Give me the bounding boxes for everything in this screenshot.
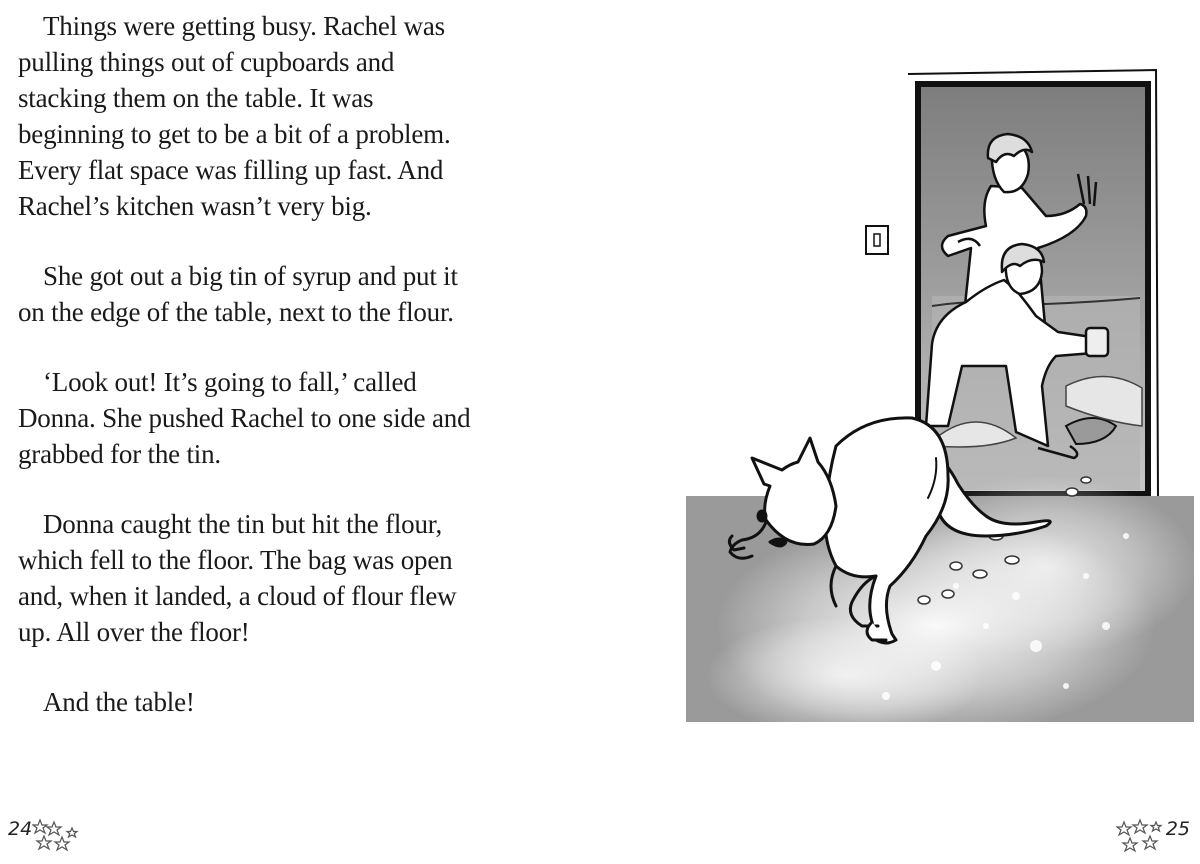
paragraph-5 — [18, 684, 538, 720]
paragraph-1 — [18, 8, 538, 224]
paragraph-4 — [18, 506, 538, 650]
text-line: Rachel’s kitchen wasn’t very big. — [18, 191, 372, 221]
text-line: Donna caught the tin but hit the flour, — [43, 509, 443, 539]
text-line: Donna. She pushed Rachel to one side and — [18, 403, 471, 433]
syrup-tin-icon — [1086, 328, 1108, 356]
text-line: She got out a big tin of syrup and put it — [43, 261, 458, 291]
text-line: stacking them on the table. It was — [18, 83, 374, 113]
light-switch-icon — [866, 226, 888, 254]
text-line: beginning to get to be a bit of a problem. — [18, 119, 451, 149]
paragraph-3 — [18, 364, 538, 472]
cat-flour-kitchen-illustration — [686, 66, 1194, 722]
text-line: pulling things out of cupboards and — [18, 47, 395, 77]
text-line: ‘Look out! It’s going to fall,’ called — [43, 367, 417, 397]
paragraph-2 — [18, 258, 538, 330]
text-line: Every flat space was filling up fast. And — [18, 155, 444, 185]
text-line: which fell to the floor. The bag was open — [18, 545, 453, 575]
page-number-right: 25 — [1165, 818, 1190, 840]
text-line: grabbed for the tin. — [18, 439, 221, 469]
text-line: on the edge of the table, next to the flour. — [18, 297, 454, 327]
right-page — [600, 0, 1200, 864]
text-line: And the table! — [43, 687, 195, 717]
page-number-left: 24 — [8, 818, 33, 840]
stars-decoration-icon — [1116, 818, 1164, 856]
text-line: and, when it landed, a cloud of flour flew — [18, 581, 457, 611]
text-line: Things were getting busy. Rachel was — [43, 11, 445, 41]
stars-decoration-icon — [32, 818, 80, 856]
text-line: up. All over the floor! — [18, 617, 250, 647]
story-text — [18, 8, 538, 754]
